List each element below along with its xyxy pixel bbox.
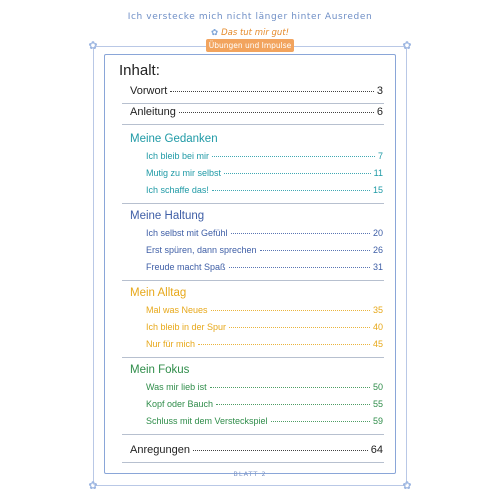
toc-entry-label: Anleitung	[130, 106, 176, 118]
toc-entry-label: Mutig zu mir selbst	[146, 168, 222, 178]
section-divider	[122, 103, 384, 104]
toc-entry-label: Mal was Neues	[146, 305, 208, 315]
toc-entry-page: 20	[372, 228, 383, 238]
section-divider	[122, 124, 384, 125]
toc-entry-label: Nur für mich	[146, 339, 196, 349]
dot-leader	[211, 310, 370, 311]
section-divider	[122, 203, 384, 204]
page-footer: BLATT 2	[233, 470, 267, 478]
toc-entry[interactable]	[130, 85, 383, 97]
toc-entry-page: 59	[372, 416, 383, 426]
toc-entry-page: 35	[372, 305, 383, 315]
dot-leader	[260, 250, 370, 251]
dot-leader	[212, 190, 370, 191]
toc-entry-page: 45	[372, 339, 383, 349]
dot-leader	[231, 233, 370, 234]
section-divider	[122, 280, 384, 281]
tagline-text: Das tut mir gut!	[221, 28, 290, 38]
toc-entry-label: Schluss mit dem Versteckspiel	[146, 416, 268, 426]
toc-entry-label: Vorwort	[130, 85, 168, 97]
toc-entry[interactable]	[130, 444, 383, 456]
section-title: Mein Fokus	[130, 364, 190, 376]
section-title: Meine Haltung	[130, 210, 205, 222]
dot-leader	[229, 267, 370, 268]
toc-subentry[interactable]	[146, 228, 383, 238]
toc-entry-label: Ich bleib bei mir	[146, 151, 210, 161]
toc-entry-label: Freude macht Spaß	[146, 262, 226, 272]
dot-leader	[224, 173, 371, 174]
toc-subentry[interactable]	[146, 245, 383, 255]
dot-leader	[170, 91, 374, 92]
toc-entry-page: 3	[376, 85, 383, 97]
toc-subentry[interactable]	[146, 151, 383, 161]
dot-leader	[210, 387, 370, 388]
toc-entry-page: 50	[372, 382, 383, 392]
flower-corner-icon: ✿	[402, 479, 412, 492]
toc-entry-page: 15	[372, 185, 383, 195]
dot-leader	[212, 156, 375, 157]
toc-subentry[interactable]	[146, 322, 383, 332]
dot-leader	[198, 344, 370, 345]
toc-entry-page: 6	[376, 106, 383, 118]
section-divider	[122, 462, 384, 463]
toc-entry-label: Ich schaffe das!	[146, 185, 209, 195]
toc-entry-page: 7	[377, 151, 383, 161]
flower-corner-icon: ✿	[88, 39, 98, 52]
section-title: Mein Alltag	[130, 287, 187, 299]
toc-entry-label: Ich bleib in der Spur	[146, 322, 227, 332]
toc-entry-page: 31	[372, 262, 383, 272]
toc-entry-label: Anregungen	[130, 444, 190, 456]
toc-subentry[interactable]	[146, 185, 383, 195]
toc-subentry[interactable]	[146, 168, 383, 178]
toc-entry-page: 11	[373, 168, 383, 178]
toc-entry-label: Was mir lieb ist	[146, 382, 207, 392]
toc-entry-page: 55	[372, 399, 383, 409]
dot-leader	[229, 327, 370, 328]
dot-leader	[179, 112, 374, 113]
toc-entry-page: 26	[372, 245, 383, 255]
tagline	[0, 28, 500, 38]
section-divider	[122, 357, 384, 358]
section-title: Meine Gedanken	[130, 133, 218, 145]
toc-subentry[interactable]	[146, 399, 383, 409]
toc-subentry[interactable]	[146, 382, 383, 392]
flower-corner-icon: ✿	[88, 479, 98, 492]
toc-subentry[interactable]	[146, 305, 383, 315]
banner: Übungen und Impulse	[206, 39, 294, 52]
toc-subentry[interactable]	[146, 262, 383, 272]
dot-leader	[216, 404, 370, 405]
dot-leader	[271, 421, 370, 422]
toc-entry-label: Erst spüren, dann sprechen	[146, 245, 257, 255]
toc-entry-page: 40	[372, 322, 383, 332]
toc-entry-label: Ich selbst mit Gefühl	[146, 228, 228, 238]
sparkle-icon: ✿	[210, 28, 219, 38]
toc-subentry[interactable]	[146, 416, 383, 426]
toc-heading: Inhalt:	[119, 62, 160, 79]
toc-subentry[interactable]	[146, 339, 383, 349]
toc-entry-page: 64	[370, 444, 383, 456]
dot-leader	[193, 450, 368, 451]
toc-entry[interactable]	[130, 106, 383, 118]
section-divider	[122, 434, 384, 435]
header-title: Ich verstecke mich nicht länger hinter Ausreden	[127, 12, 373, 22]
toc-entry-label: Kopf oder Bauch	[146, 399, 214, 409]
flower-corner-icon: ✿	[402, 39, 412, 52]
